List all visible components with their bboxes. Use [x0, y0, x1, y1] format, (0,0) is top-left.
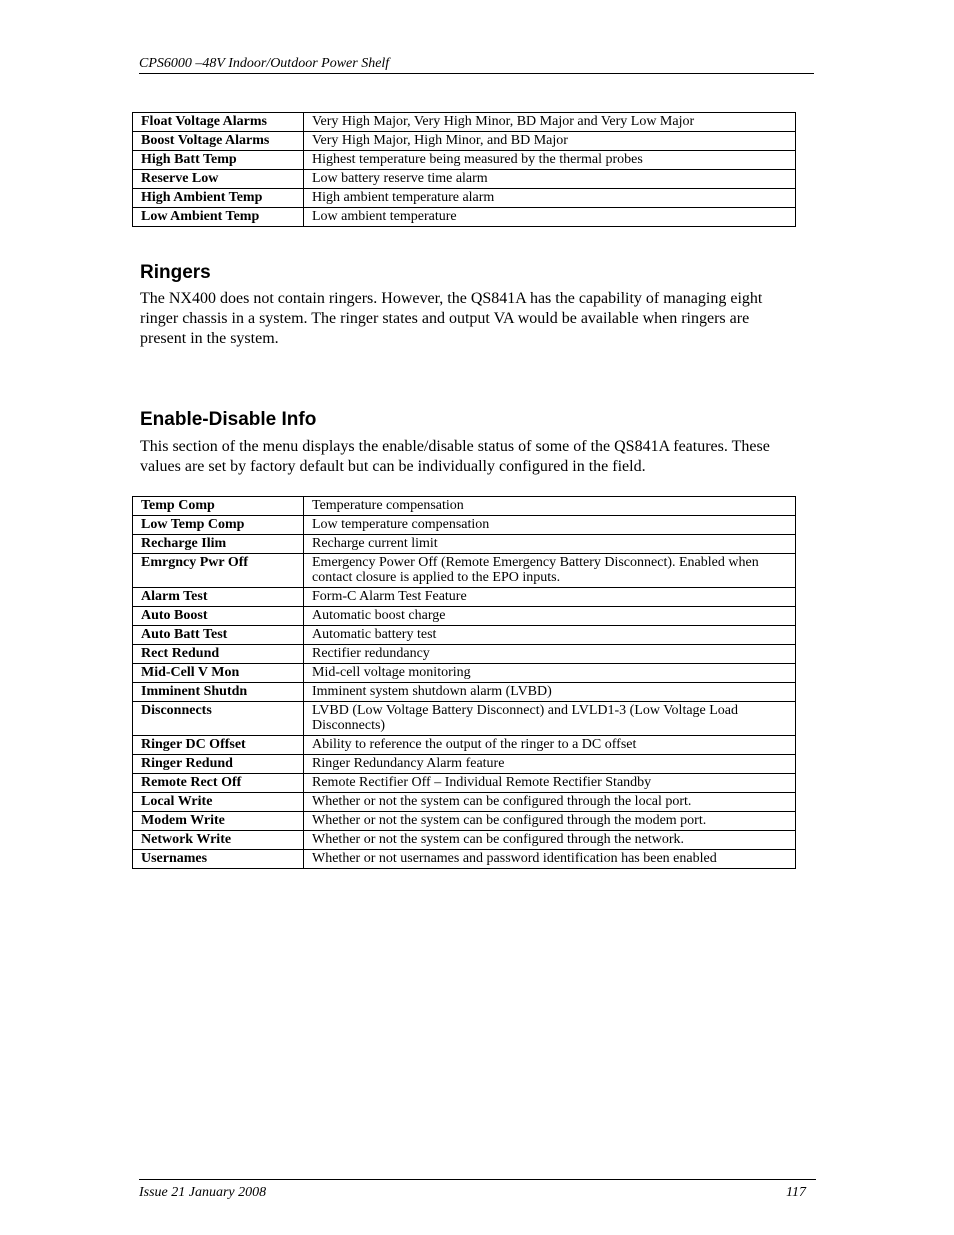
feature-name: Low Temp Comp: [133, 516, 304, 535]
alarm-description: Low ambient temperature: [304, 208, 796, 227]
table-row: [133, 850, 796, 869]
feature-name: Rect Redund: [133, 645, 304, 664]
table-row: [133, 683, 796, 702]
feature-name: Mid-Cell V Mon: [133, 664, 304, 683]
feature-description: Rectifier redundancy: [304, 645, 796, 664]
table-row: [133, 516, 796, 535]
alarm-table: [132, 112, 796, 227]
feature-name: Usernames: [133, 850, 304, 869]
feature-name: Ringer DC Offset: [133, 736, 304, 755]
table-row: [133, 736, 796, 755]
table-row: [133, 535, 796, 554]
table-row: [133, 831, 796, 850]
ringers-paragraph: The NX400 does not contain ringers. However, the QS841A has the capability of managing eight ringer chassis in a system. The ringer states and output VA would be available when ringers are present in the system.: [140, 290, 763, 347]
feature-name: Local Write: [133, 793, 304, 812]
alarm-name: High Batt Temp: [133, 151, 304, 170]
alarm-description: Very High Major, High Minor, and BD Major: [304, 132, 796, 151]
feature-name: Imminent Shutdn: [133, 683, 304, 702]
header-title: CPS6000 –48V Indoor/Outdoor Power Shelf: [139, 56, 390, 71]
feature-name: Modem Write: [133, 812, 304, 831]
table-row: [133, 755, 796, 774]
table-row: [133, 645, 796, 664]
alarm-description: High ambient temperature alarm: [304, 189, 796, 208]
feature-description: Emergency Power Off (Remote Emergency Battery Disconnect). Enabled when contact closure is applied to the EPO inputs.: [304, 554, 796, 588]
alarm-name: Reserve Low: [133, 170, 304, 189]
feature-description: Imminent system shutdown alarm (LVBD): [304, 683, 796, 702]
table-row: [133, 497, 796, 516]
feature-description: Whether or not the system can be configured through the network.: [304, 831, 796, 850]
feature-name: Remote Rect Off: [133, 774, 304, 793]
table-row: [133, 774, 796, 793]
alarm-name: Low Ambient Temp: [133, 208, 304, 227]
feature-name: Disconnects: [133, 702, 304, 736]
feature-description: Ability to reference the output of the ringer to a DC offset: [304, 736, 796, 755]
feature-description: LVBD (Low Voltage Battery Disconnect) and LVLD1-3 (Low Voltage Load Disconnects): [304, 702, 796, 736]
enable-disable-paragraph: This section of the menu displays the enable/disable status of some of the QS841A features. These values are set by factory default but can be individually configured in the field.: [140, 438, 770, 475]
table-row: [133, 793, 796, 812]
table-row: [133, 626, 796, 645]
feature-description: Remote Rectifier Off – Individual Remote Rectifier Standby: [304, 774, 796, 793]
table-row: [133, 554, 796, 588]
feature-description: Automatic boost charge: [304, 607, 796, 626]
feature-description: Automatic battery test: [304, 626, 796, 645]
table-row: [133, 170, 796, 189]
alarm-description: Low battery reserve time alarm: [304, 170, 796, 189]
table-row: [133, 208, 796, 227]
table-row: [133, 132, 796, 151]
page-footer: [139, 1179, 816, 1201]
table-row: [133, 607, 796, 626]
table-row: [133, 664, 796, 683]
alarm-name: Boost Voltage Alarms: [133, 132, 304, 151]
alarm-name: High Ambient Temp: [133, 189, 304, 208]
feature-name: Temp Comp: [133, 497, 304, 516]
feature-name: Alarm Test: [133, 588, 304, 607]
table-row: [133, 588, 796, 607]
page-header: [139, 55, 814, 74]
feature-description: Whether or not usernames and password identification has been enabled: [304, 850, 796, 869]
feature-name: Auto Boost: [133, 607, 304, 626]
feature-description: Temperature compensation: [304, 497, 796, 516]
feature-name: Auto Batt Test: [133, 626, 304, 645]
feature-description: Low temperature compensation: [304, 516, 796, 535]
table-row: [133, 113, 796, 132]
table-row: [133, 812, 796, 831]
feature-name: Ringer Redund: [133, 755, 304, 774]
table-row: [133, 189, 796, 208]
section-heading-ringers: Ringers: [140, 262, 211, 283]
alarm-description: Highest temperature being measured by the thermal probes: [304, 151, 796, 170]
table-row: [133, 151, 796, 170]
feature-description: Ringer Redundancy Alarm feature: [304, 755, 796, 774]
feature-description: Whether or not the system can be configured through the local port.: [304, 793, 796, 812]
feature-description: Mid-cell voltage monitoring: [304, 664, 796, 683]
feature-name: Recharge Ilim: [133, 535, 304, 554]
alarm-name: Float Voltage Alarms: [133, 113, 304, 132]
feature-description: Recharge current limit: [304, 535, 796, 554]
feature-description: Whether or not the system can be configured through the modem port.: [304, 812, 796, 831]
page-number: 117: [786, 1185, 806, 1200]
footer-issue: Issue 21 January 2008: [139, 1185, 267, 1200]
alarm-description: Very High Major, Very High Minor, BD Major and Very Low Major: [304, 113, 796, 132]
feature-name: Network Write: [133, 831, 304, 850]
features-table: [132, 496, 796, 869]
feature-description: Form-C Alarm Test Feature: [304, 588, 796, 607]
table-row: [133, 702, 796, 736]
feature-name: Emrgncy Pwr Off: [133, 554, 304, 588]
section-heading-enable-disable: Enable-Disable Info: [140, 409, 317, 430]
